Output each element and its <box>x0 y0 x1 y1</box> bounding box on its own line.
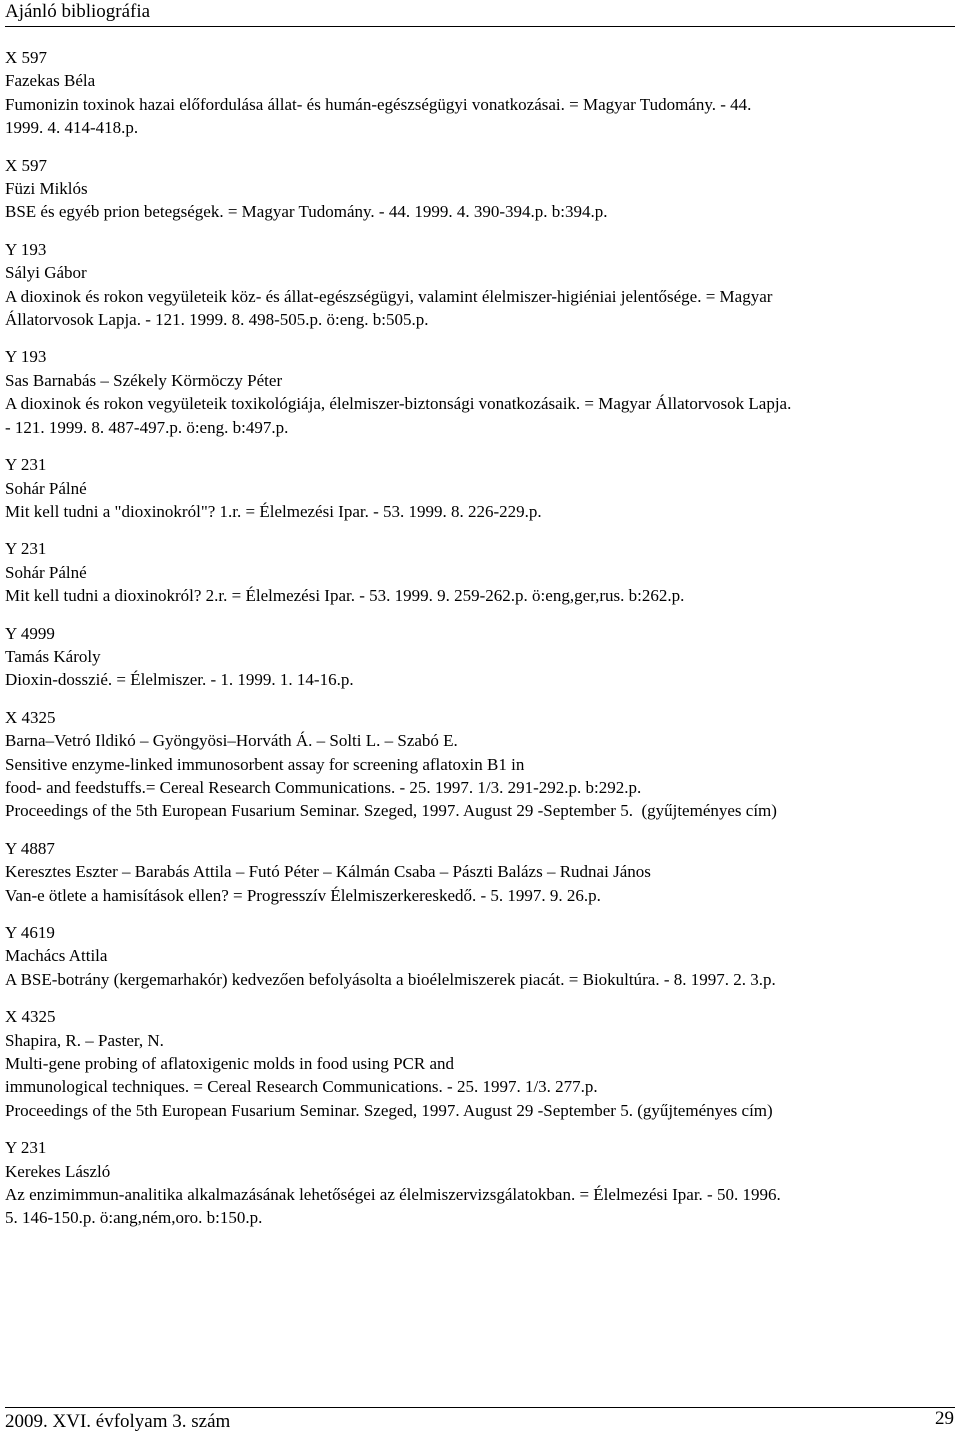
bibliography-entry <box>5 537 960 607</box>
entry-authors: Fazekas Béla <box>5 71 96 91</box>
entry-authors: Sohár Pálné <box>5 478 87 498</box>
entry-authors: Tamás Károly <box>5 646 101 666</box>
bibliography-entry <box>5 1136 960 1230</box>
entry-authors: Kerekes László <box>5 1161 111 1181</box>
entry-line: Mit kell tudni a "dioxinokról"? 1.r. = Élelmezési Ipar. - 53. 1999. 8. 226-229.p. <box>5 501 542 521</box>
entry-line: Állatorvosok Lapja. - 121. 1999. 8. 498-505.p. ö:eng. b:505.p. <box>5 310 429 330</box>
bibliography-entry <box>5 46 960 140</box>
entry-line: Fumonizin toxinok hazai előfordulása állat- és humán-egészségügyi vonatkozásai. = Magyar Tudomány. - 44. <box>5 94 752 114</box>
bibliography-entry <box>5 1005 960 1122</box>
entry-line: Proceedings of the 5th European Fusarium Seminar. Szeged, 1997. August 29 -September 5. (gyűjteményes cím) <box>5 1100 773 1120</box>
entry-call-number: Y 231 <box>5 455 47 475</box>
entry-line: A BSE-botrány (kergemarhakór) kedvezően befolyásolta a bioélelmiszerek piacát. = Biokultúra. - 8. 1997. 2. 3.p. <box>5 969 776 989</box>
entry-line: food- and feedstuffs.= Cereal Research Communications. - 25. 1997. 1/3. 291-292.p. b:292.p. <box>5 777 642 797</box>
page-header-title: Ajánló bibliográfia <box>5 1 151 22</box>
entry-line: Dioxin-dosszié. = Élelmiszer. - 1. 1999. 1. 14-16.p. <box>5 670 354 690</box>
entry-line: A dioxinok és rokon vegyületeik toxikológiája, élelmiszer-biztonsági vonatkozásaik. = Magyar Állatorvosok Lapja. <box>5 394 792 414</box>
bibliography-entry <box>5 453 960 523</box>
footer-divider <box>5 1407 955 1408</box>
entry-line: Sensitive enzyme-linked immunosorbent assay for screening aflatoxin B1 in <box>5 754 525 774</box>
entry-line: - 121. 1999. 8. 487-497.p. ö:eng. b:497.p. <box>5 417 289 437</box>
entry-authors: Sályi Gábor <box>5 263 87 283</box>
page-number: 29 <box>935 1408 954 1429</box>
entry-call-number: X 4325 <box>5 707 56 727</box>
entry-line: 1999. 4. 414-418.p. <box>5 118 139 138</box>
entry-call-number: Y 193 <box>5 347 47 367</box>
entry-call-number: Y 231 <box>5 539 47 559</box>
bibliography-entry <box>5 345 960 439</box>
entry-call-number: Y 4887 <box>5 838 55 858</box>
entry-line: Van-e ötlete a hamisítások ellen? = Progresszív Élelmiszerkereskedő. - 5. 1997. 9. 26.p. <box>5 885 601 905</box>
entry-authors: Barna–Vetró Ildikó – Gyöngyösi–Horváth Á. – Solti L. – Szabó E. <box>5 731 458 751</box>
bibliography-entry <box>5 837 960 907</box>
entry-line: Multi-gene probing of aflatoxigenic molds in food using PCR and <box>5 1054 455 1074</box>
entry-authors: Machács Attila <box>5 946 108 966</box>
entry-authors: Sas Barnabás – Székely Körmöczy Péter <box>5 370 283 390</box>
entry-call-number: Y 4999 <box>5 623 55 643</box>
footer-issue: 2009. XVI. évfolyam 3. szám <box>5 1411 231 1432</box>
entry-call-number: Y 193 <box>5 239 47 259</box>
bibliography-list <box>5 46 960 1244</box>
entry-call-number: Y 231 <box>5 1138 47 1158</box>
entry-line: 5. 146-150.p. ö:ang,ném,oro. b:150.p. <box>5 1208 263 1228</box>
entry-line: Proceedings of the 5th European Fusarium Seminar. Szeged, 1997. August 29 -September 5. (gyűjteményes cím) <box>5 801 777 821</box>
entry-line: immunological techniques. = Cereal Research Communications. - 25. 1997. 1/3. 277.p. <box>5 1077 598 1097</box>
entry-call-number: X 597 <box>5 48 48 67</box>
bibliography-entry <box>5 921 960 991</box>
entry-line: A dioxinok és rokon vegyületeik köz- és állat-egészségügyi, valamint élelmiszer-higiéniai jelentősége. = Magyar <box>5 286 773 306</box>
entry-call-number: X 597 <box>5 155 48 175</box>
bibliography-entry <box>5 706 960 823</box>
bibliography-entry <box>5 622 960 692</box>
entry-line: Mit kell tudni a dioxinokról? 2.r. = Élelmezési Ipar. - 53. 1999. 9. 259-262.p. ö:eng,ger,rus. b:262.p. <box>5 586 685 606</box>
header-divider <box>5 26 955 27</box>
entry-call-number: Y 4619 <box>5 923 55 942</box>
entry-authors: Füzi Miklós <box>5 179 88 199</box>
entry-authors: Sohár Pálné <box>5 562 87 582</box>
entry-call-number: X 4325 <box>5 1007 56 1027</box>
bibliography-entry <box>5 154 960 224</box>
entry-authors: Shapira, R. – Paster, N. <box>5 1030 164 1050</box>
entry-line: BSE és egyéb prion betegségek. = Magyar Tudomány. - 44. 1999. 4. 390-394.p. b:394.p. <box>5 202 608 222</box>
entry-authors: Keresztes Eszter – Barabás Attila – Futó Péter – Kálmán Csaba – Pászti Balázs – Rudnai János <box>5 862 651 882</box>
entry-line: Az enzimimmun-analitika alkalmazásának lehetőségei az élelmiszervizsgálatokban. = Élelmezési Ipar. - 50. 1996. <box>5 1185 781 1205</box>
bibliography-entry <box>5 238 960 332</box>
